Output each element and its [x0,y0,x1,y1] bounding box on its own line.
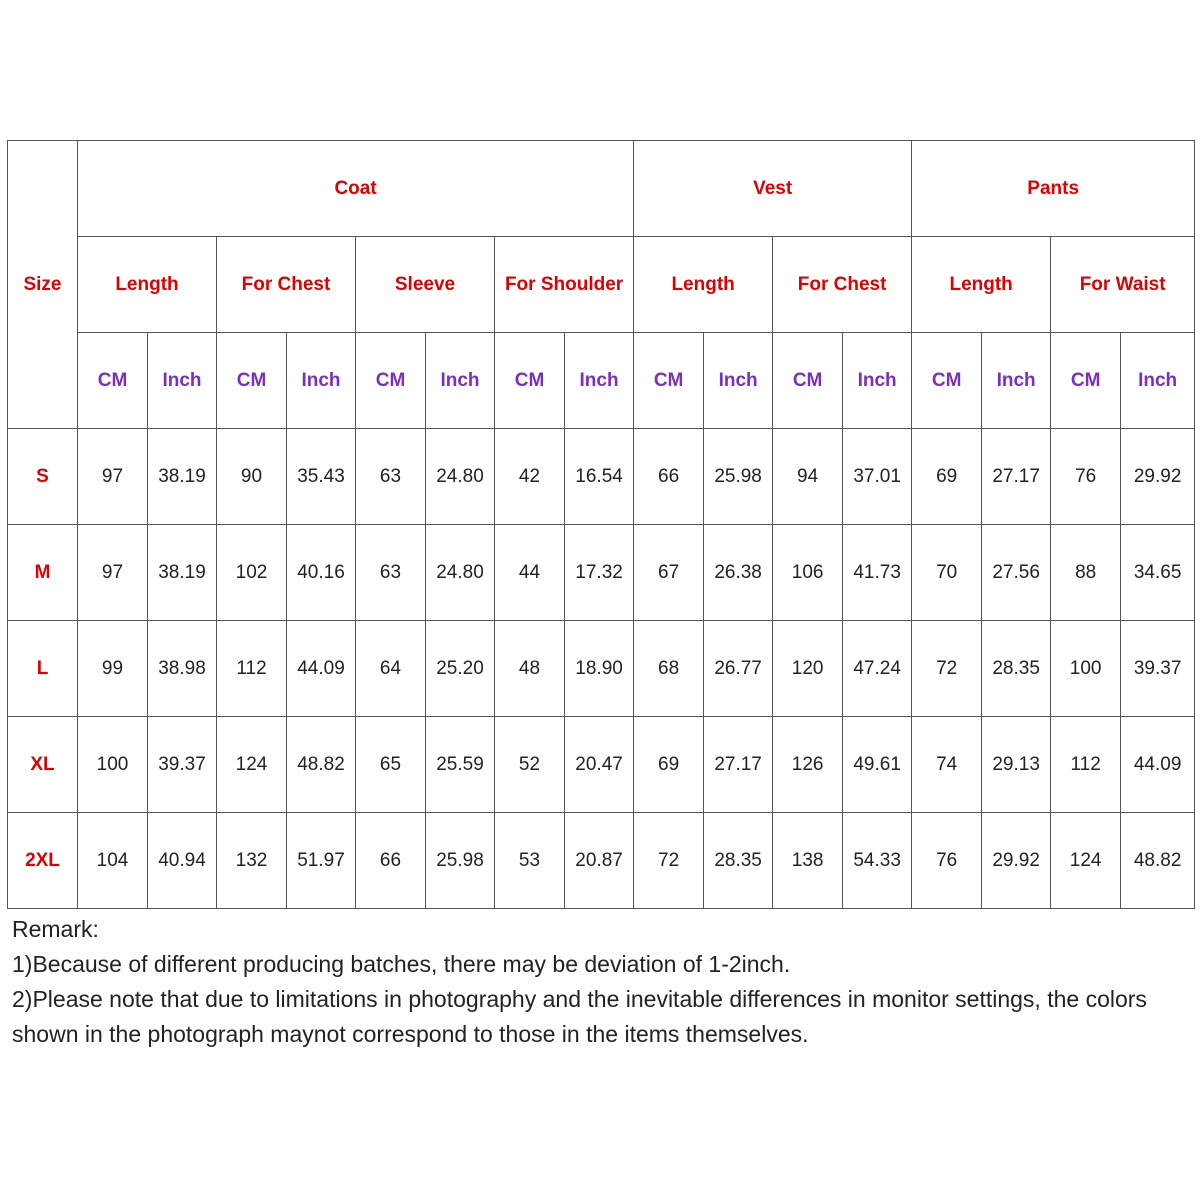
unit-header-inch: Inch [843,333,912,429]
cell-inch-value: 16.54 [565,429,634,525]
cell-cm-value: 66 [634,429,704,525]
table-row [8,621,1195,717]
cell-cm-value: 52 [495,717,565,813]
measure-header-pants-waist: For Waist [1051,237,1195,333]
cell-cm-value: 104 [78,813,148,909]
cell-inch-value: 39.37 [148,717,217,813]
cell-cm-value: 72 [634,813,704,909]
cell-cm-value: 99 [78,621,148,717]
group-header-row [8,141,1195,237]
cell-cm-value: 90 [217,429,287,525]
cell-inch-value: 25.59 [426,717,495,813]
cell-inch-value: 26.38 [704,525,773,621]
remark-section [12,912,1192,1052]
cell-inch-value: 51.97 [287,813,356,909]
cell-inch-value: 29.13 [982,717,1051,813]
table-row [8,813,1195,909]
cell-cm-value: 102 [217,525,287,621]
cell-inch-value: 24.80 [426,429,495,525]
cell-inch-value: 24.80 [426,525,495,621]
cell-inch-value: 38.19 [148,429,217,525]
measure-header-coat-length: Length [78,237,217,333]
cell-inch-value: 48.82 [287,717,356,813]
cell-inch-value: 27.17 [982,429,1051,525]
unit-header-cm: CM [217,333,287,429]
cell-cm-value: 124 [1051,813,1121,909]
cell-cm-value: 63 [356,525,426,621]
unit-header-cm: CM [495,333,565,429]
cell-cm-value: 126 [773,717,843,813]
cell-cm-value: 97 [78,525,148,621]
measure-header-vest-length: Length [634,237,773,333]
cell-cm-value: 100 [78,717,148,813]
cell-inch-value: 38.98 [148,621,217,717]
group-header-pants: Pants [912,141,1195,237]
size-label: M [8,525,78,621]
cell-inch-value: 48.82 [1121,813,1195,909]
unit-header-inch: Inch [148,333,217,429]
cell-cm-value: 94 [773,429,843,525]
cell-cm-value: 70 [912,525,982,621]
cell-cm-value: 120 [773,621,843,717]
measure-header-pants-length: Length [912,237,1051,333]
cell-cm-value: 44 [495,525,565,621]
cell-cm-value: 112 [1051,717,1121,813]
cell-inch-value: 44.09 [1121,717,1195,813]
table-row [8,429,1195,525]
cell-cm-value: 97 [78,429,148,525]
cell-cm-value: 74 [912,717,982,813]
unit-header-inch: Inch [982,333,1051,429]
unit-header-inch: Inch [426,333,495,429]
cell-cm-value: 63 [356,429,426,525]
cell-cm-value: 66 [356,813,426,909]
cell-inch-value: 28.35 [982,621,1051,717]
size-label: L [8,621,78,717]
unit-header-inch: Inch [704,333,773,429]
cell-cm-value: 112 [217,621,287,717]
remark-title: Remark: [12,916,99,942]
cell-cm-value: 67 [634,525,704,621]
cell-cm-value: 124 [217,717,287,813]
size-chart-table [7,140,1195,909]
remark-line-2: 2)Please note that due to limitations in photography and the inevitable differences in monitor settings, the colors shown in the photograph maynot correspond to those in the items themselves. [12,986,1147,1047]
cell-inch-value: 17.32 [565,525,634,621]
unit-header-cm: CM [912,333,982,429]
cell-cm-value: 72 [912,621,982,717]
cell-inch-value: 20.47 [565,717,634,813]
cell-cm-value: 69 [634,717,704,813]
measure-header-row [8,237,1195,333]
cell-inch-value: 26.77 [704,621,773,717]
cell-cm-value: 53 [495,813,565,909]
cell-cm-value: 76 [1051,429,1121,525]
cell-cm-value: 64 [356,621,426,717]
cell-inch-value: 34.65 [1121,525,1195,621]
cell-cm-value: 88 [1051,525,1121,621]
cell-inch-value: 38.19 [148,525,217,621]
remark-line-1: 1)Because of different producing batches, there may be deviation of 1-2inch. [12,951,791,977]
cell-cm-value: 65 [356,717,426,813]
size-header: Size [8,141,78,429]
cell-cm-value: 76 [912,813,982,909]
table-row [8,525,1195,621]
cell-inch-value: 29.92 [1121,429,1195,525]
cell-inch-value: 27.56 [982,525,1051,621]
cell-inch-value: 20.87 [565,813,634,909]
cell-inch-value: 54.33 [843,813,912,909]
cell-cm-value: 138 [773,813,843,909]
cell-inch-value: 49.61 [843,717,912,813]
table-row [8,717,1195,813]
cell-cm-value: 100 [1051,621,1121,717]
cell-inch-value: 25.98 [426,813,495,909]
cell-inch-value: 39.37 [1121,621,1195,717]
cell-inch-value: 27.17 [704,717,773,813]
cell-inch-value: 40.94 [148,813,217,909]
unit-header-cm: CM [1051,333,1121,429]
group-header-vest: Vest [634,141,912,237]
cell-inch-value: 41.73 [843,525,912,621]
cell-inch-value: 29.92 [982,813,1051,909]
cell-inch-value: 47.24 [843,621,912,717]
unit-header-cm: CM [78,333,148,429]
cell-inch-value: 37.01 [843,429,912,525]
cell-inch-value: 44.09 [287,621,356,717]
measure-header-coat-sleeve: Sleeve [356,237,495,333]
unit-header-inch: Inch [1121,333,1195,429]
unit-header-cm: CM [634,333,704,429]
size-label: S [8,429,78,525]
unit-header-inch: Inch [565,333,634,429]
cell-cm-value: 42 [495,429,565,525]
cell-inch-value: 25.20 [426,621,495,717]
cell-inch-value: 25.98 [704,429,773,525]
cell-cm-value: 69 [912,429,982,525]
cell-cm-value: 132 [217,813,287,909]
measure-header-coat-shoulder: For Shoulder [495,237,634,333]
cell-inch-value: 18.90 [565,621,634,717]
size-label: XL [8,717,78,813]
unit-header-row [8,333,1195,429]
cell-inch-value: 35.43 [287,429,356,525]
group-header-coat: Coat [78,141,634,237]
cell-inch-value: 28.35 [704,813,773,909]
cell-inch-value: 40.16 [287,525,356,621]
unit-header-cm: CM [773,333,843,429]
size-label: 2XL [8,813,78,909]
cell-cm-value: 68 [634,621,704,717]
cell-cm-value: 48 [495,621,565,717]
unit-header-cm: CM [356,333,426,429]
unit-header-inch: Inch [287,333,356,429]
measure-header-vest-chest: For Chest [773,237,912,333]
cell-cm-value: 106 [773,525,843,621]
measure-header-coat-chest: For Chest [217,237,356,333]
